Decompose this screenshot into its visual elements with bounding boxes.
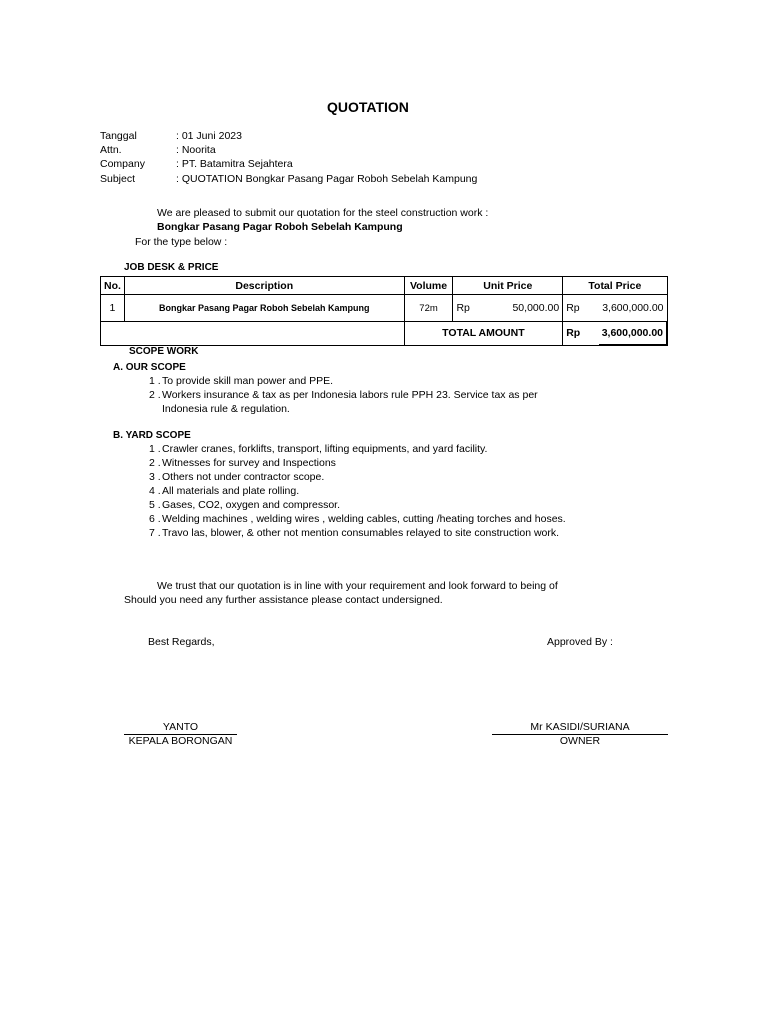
header-value-subject: : QUOTATION Bongkar Pasang Pagar Roboh Sebelah Kampung: [176, 173, 478, 185]
header-value-attn: : Noorita: [176, 144, 216, 156]
yard-scope-num-1: 1 .: [149, 443, 161, 455]
yard-scope-num-2: 2 .: [149, 457, 161, 469]
yard-scope-item-5: Gases, CO2, oxygen and compressor.: [162, 499, 341, 511]
our-scope-num-1: 1 .: [149, 375, 161, 387]
row-total-price: 3,600,000.00: [599, 295, 667, 322]
signer-right-name: Mr KASIDI/SURIANA: [530, 721, 630, 733]
yard-scope-item-6: Welding machines , welding wires , welding cables, cutting /heating torches and hoses.: [162, 513, 566, 525]
closing-line-2: Should you need any further assistance please contact undersigned.: [124, 594, 443, 606]
row-volume: 72m: [404, 295, 453, 322]
signer-right-role: OWNER: [559, 735, 601, 747]
scope-work-title: SCOPE WORK: [129, 346, 199, 357]
header-label-tanggal: Tanggal: [100, 130, 137, 142]
closing-line-1: We trust that our quotation is in line with your requirement and look forward to being of: [157, 580, 558, 592]
greeting-left: Best Regards,: [148, 636, 215, 648]
header-description: Description: [124, 277, 404, 295]
our-scope-item-1: To provide skill man power and PPE.: [162, 375, 333, 387]
table-total-row: [101, 322, 668, 346]
total-currency: Rp: [563, 322, 599, 346]
our-scope-item-2: Workers insurance & tax as per Indonesia labors rule PPH 23. Service tax as per: [162, 389, 538, 401]
yard-scope-item-3: Others not under contractor scope.: [162, 471, 325, 483]
row-description: Bongkar Pasang Pagar Roboh Sebelah Kampung: [124, 295, 404, 322]
yard-scope-num-3: 3 .: [149, 471, 161, 483]
row-total-currency: Rp: [563, 295, 599, 322]
total-spacer: [101, 322, 405, 346]
intro-line-3: For the type below :: [135, 236, 228, 248]
table-row: [101, 295, 668, 322]
total-label: TOTAL AMOUNT: [404, 322, 563, 346]
yard-scope-item-2: Witnesses for survey and Inspections: [162, 457, 336, 469]
signer-left-role: KEPALA BORONGAN: [128, 735, 233, 747]
row-unit-price: 50,000.00: [497, 295, 563, 322]
table-caption: JOB DESK & PRICE: [124, 262, 219, 273]
intro-work-title: Bongkar Pasang Pagar Roboh Sebelah Kampung: [157, 221, 403, 233]
our-scope-num-2: 2 .: [149, 389, 161, 401]
our-scope-title: A. OUR SCOPE: [113, 362, 186, 373]
signer-left-name: YANTO: [162, 721, 199, 733]
header-label-subject: Subject: [100, 173, 136, 185]
yard-scope-item-1: Crawler cranes, forklifts, transport, lifting equipments, and yard facility.: [162, 443, 488, 455]
header-value-company: : PT. Batamitra Sejahtera: [176, 158, 293, 170]
yard-scope-num-7: 7 .: [149, 527, 161, 539]
header-value-tanggal: : 01 Juni 2023: [176, 130, 242, 142]
intro-line-1: We are pleased to submit our quotation for the steel construction work :: [157, 207, 489, 219]
yard-scope-num-6: 6 .: [149, 513, 161, 525]
yard-scope-title: B. YARD SCOPE: [113, 430, 191, 441]
our-scope-item-2-cont: Indonesia rule & regulation.: [162, 403, 290, 415]
row-no: 1: [101, 295, 125, 322]
total-amount: 3,600,000.00: [599, 322, 667, 346]
yard-scope-num-5: 5 .: [149, 499, 161, 511]
table-header-row: [101, 277, 668, 295]
header-volume: Volume: [404, 277, 453, 295]
price-table: [100, 276, 668, 346]
header-label-company: Company: [100, 158, 145, 170]
header-total-price: Total Price: [563, 277, 667, 295]
document-title: QUOTATION: [327, 99, 409, 115]
header-no: No.: [101, 277, 125, 295]
greeting-right: Approved By :: [547, 636, 613, 648]
yard-scope-item-7: Travo las, blower, & other not mention consumables relayed to site construction work.: [162, 527, 560, 539]
header-unit-price: Unit Price: [453, 277, 563, 295]
row-unit-currency: Rp: [453, 295, 497, 322]
yard-scope-num-4: 4 .: [149, 485, 161, 497]
yard-scope-item-4: All materials and plate rolling.: [162, 485, 300, 497]
header-label-attn: Attn.: [100, 144, 122, 156]
